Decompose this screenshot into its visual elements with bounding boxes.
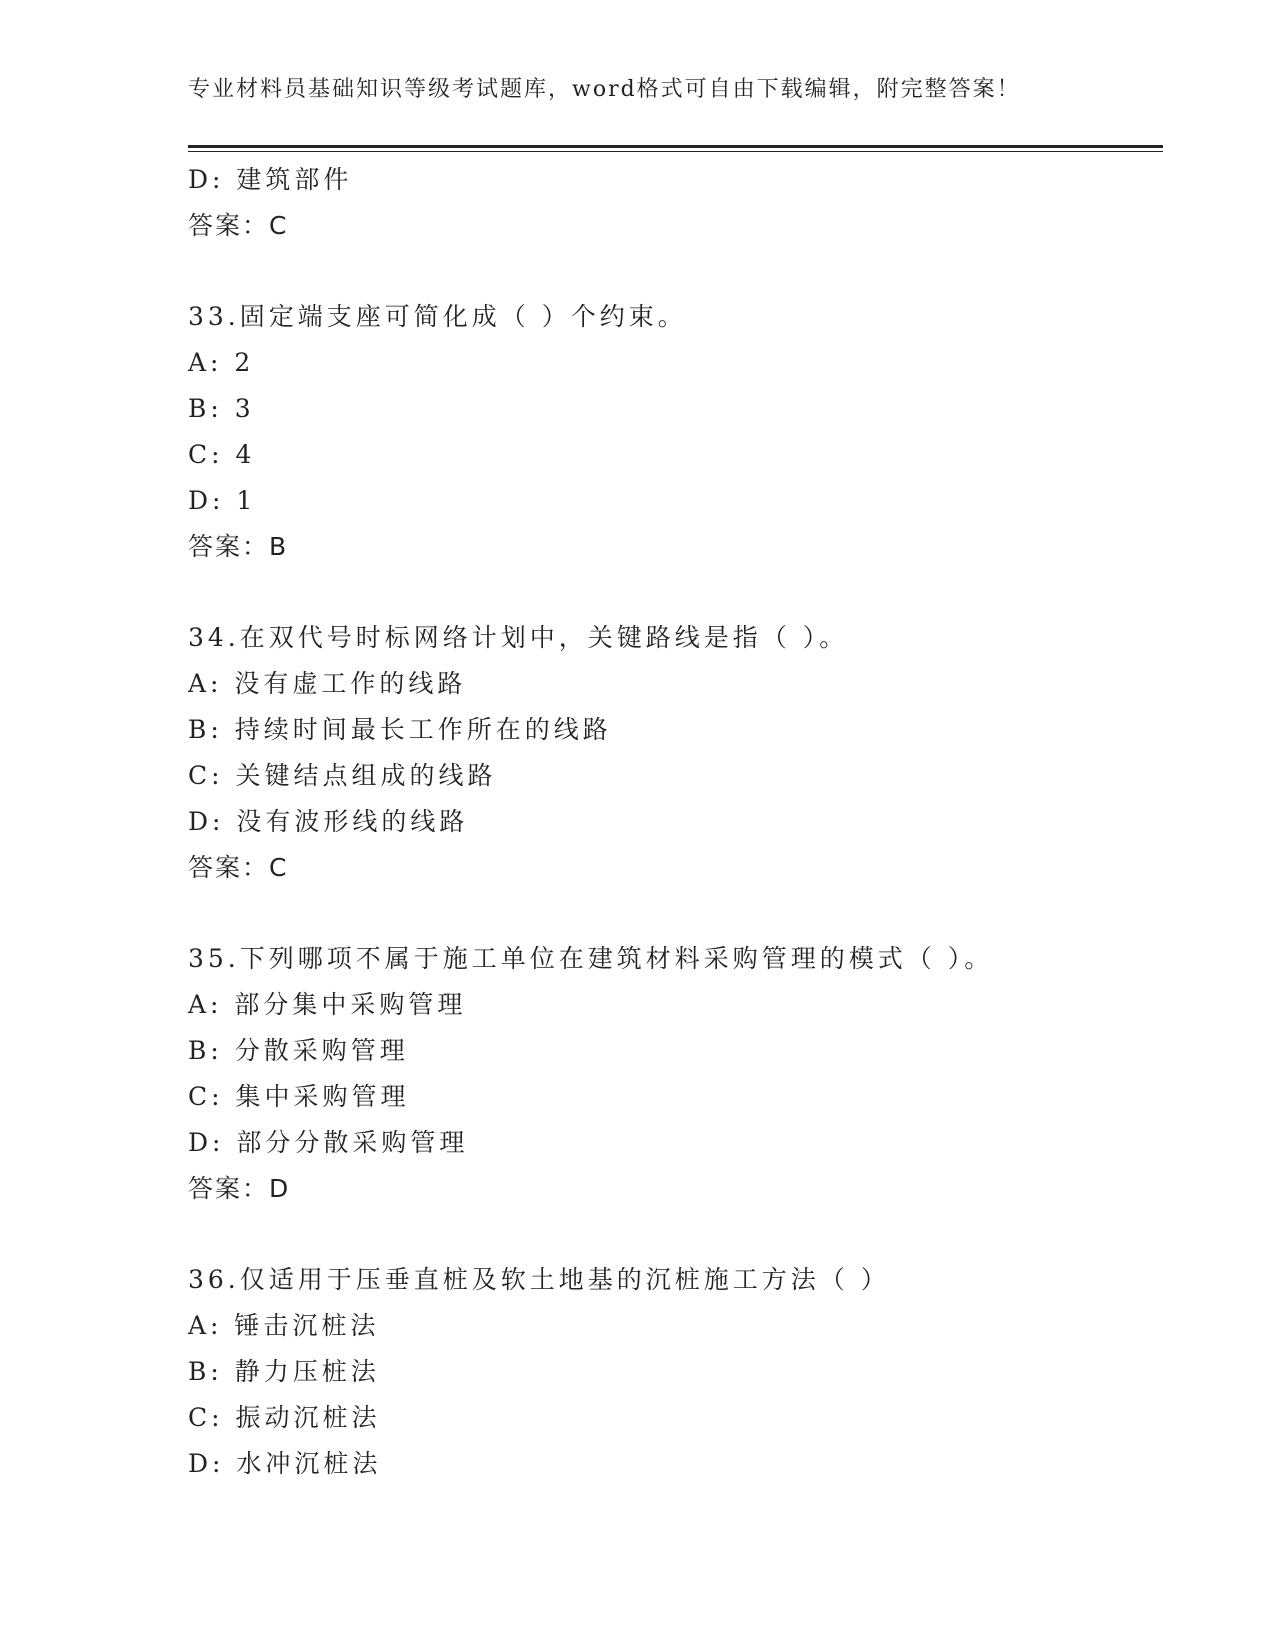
option-d: D: 1: [188, 486, 257, 515]
option-d: D: 没有波形线的线路: [188, 807, 469, 836]
option-b: B: 分散采购管理: [188, 1036, 409, 1065]
question-stem: 34.在双代号时标网络计划中，关键路线是指（ ）。: [188, 623, 849, 652]
page-header: 专业材料员基础知识等级考试题库，word格式可自由下载编辑，附完整答案！: [188, 77, 1021, 102]
option-a: A: 锤击沉桩法: [188, 1311, 380, 1340]
question-stem: 33.固定端支座可简化成（ ）个约束。: [188, 302, 687, 331]
answer-line: 答案：D: [188, 1174, 291, 1203]
option-b: B: 持续时间最长工作所在的线路: [188, 715, 612, 744]
option-c: C: 4: [188, 440, 256, 469]
question-stem: 35.下列哪项不属于施工单位在建筑材料采购管理的模式（ ）。: [188, 944, 994, 973]
option-b: B: 3: [188, 394, 255, 423]
option-b: B: 静力压桩法: [188, 1357, 380, 1386]
option-a: A: 部分集中采购管理: [188, 990, 467, 1019]
question-stem: 36.仅适用于压垂直桩及软土地基的沉桩施工方法（ ）: [188, 1265, 890, 1294]
option-c: C: 集中采购管理: [188, 1082, 410, 1111]
option-d: D: 建筑部件: [188, 165, 353, 194]
option-d: D: 水冲沉桩法: [188, 1449, 382, 1478]
option-c: C: 关键结点组成的线路: [188, 761, 497, 790]
header-divider-thin: [188, 151, 1163, 152]
option-a: A: 2: [188, 348, 255, 377]
question-list: [188, 157, 1163, 1487]
answer-line: 答案：C: [188, 211, 289, 240]
header-divider-thick: [188, 145, 1163, 148]
option-d: D: 部分分散采购管理: [188, 1128, 469, 1157]
option-c: C: 振动沉桩法: [188, 1403, 381, 1432]
answer-line: 答案：C: [188, 853, 289, 882]
answer-line: 答案：B: [188, 532, 289, 561]
option-a: A: 没有虚工作的线路: [188, 669, 467, 698]
